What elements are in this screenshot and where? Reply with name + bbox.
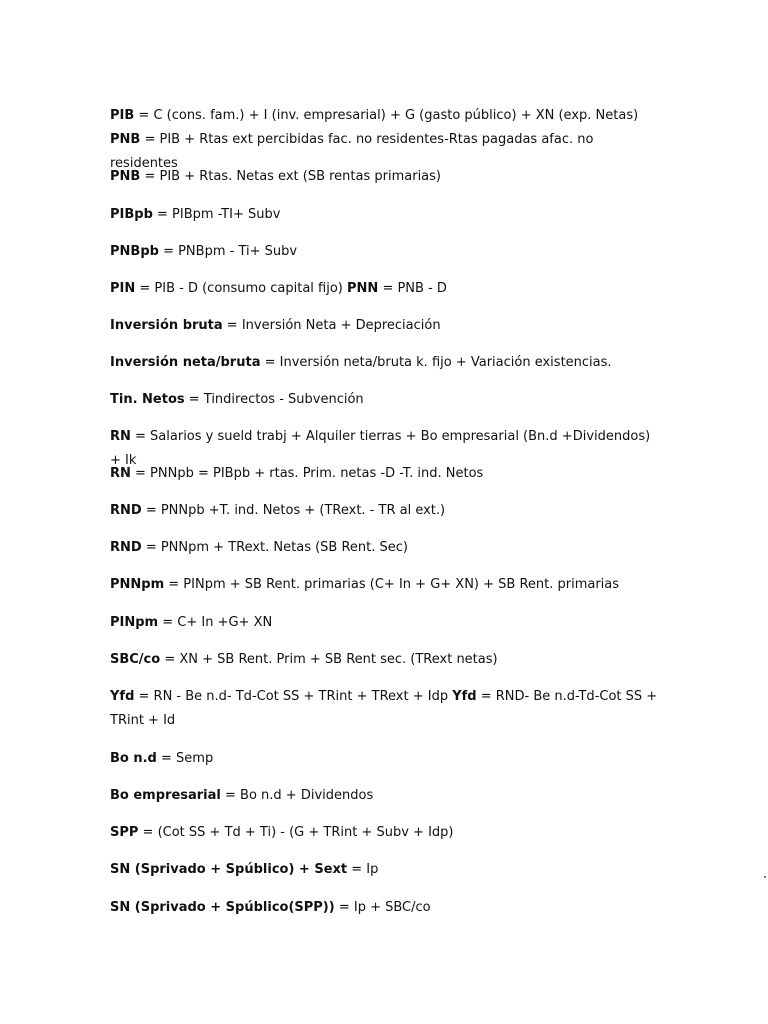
formula-pin-pnn: PIN = PIB - D (consumo capital fijo) PNN = PNB - D <box>110 281 447 296</box>
formula-pnb: PNB = PIB + Rtas. Netas ext (SB rentas primarias) <box>110 169 441 184</box>
formula-tin-netos: Tin. Netos = Tindirectos - Subvención <box>110 392 364 407</box>
formula-rnd-pnnpb: RND = PNNpb +T. ind. Netos + (TRext. - TR al ext.) <box>110 503 446 518</box>
formula-pib-pnb: PIB = C (cons. fam.) + I (inv. empresarial) + G (gasto público) + XN (exp. Netas) PNB = PIB + Rtas ext percibidas fac. no residentes-Rtas pagadas afac. no residentes <box>110 108 639 171</box>
formula-pnnpm: PNNpm = PINpm + SB Rent. primarias (C+ In + G+ XN) + SB Rent. primarias <box>110 577 620 592</box>
formula-sn-sext: SN (Sprivado + Spúblico) + Sext = Ip <box>110 862 379 877</box>
formula-inversion-bruta: Inversión bruta = Inversión Neta + Depreciación <box>110 318 441 333</box>
formula-sbc-co: SBC/co = XN + SB Rent. Prim + SB Rent sec. (TRext netas) <box>110 652 498 667</box>
formula-rn-pnnpb: RN = PNNpb = PIBpb + rtas. Prim. netas -D -T. ind. Netos <box>110 466 484 481</box>
formula-rnd-pnnpm: RND = PNNpm + TRext. Netas (SB Rent. Sec) <box>110 540 409 555</box>
formula-rn-salarios: RN = Salarios y sueld trabj + Alquiler tierras + Bo empresarial (Bn.d +Dividendos) + Ik <box>110 429 651 468</box>
formula-pnbpb: PNBpb = PNBpm - Ti+ Subv <box>110 244 298 259</box>
formula-bo-nd: Bo n.d = Semp <box>110 751 214 766</box>
formula-inversion-neta-bruta: Inversión neta/bruta = Inversión neta/bruta k. fijo + Variación existencias. <box>110 355 612 370</box>
formula-yfd: Yfd = RN - Be n.d- Td-Cot SS + TRint + TRext + Idp Yfd = RND- Be n.d-Td-Cot SS + TRint + Id <box>110 689 658 728</box>
formula-sn-spp: SN (Sprivado + Spúblico(SPP)) = Ip + SBC/co <box>110 900 431 915</box>
formula-bo-empresarial: Bo empresarial = Bo n.d + Dividendos <box>110 788 374 803</box>
formula-pinpm: PINpm = C+ In +G+ XN <box>110 615 273 630</box>
formula-spp: SPP = (Cot SS + Td + Ti) - (G + TRint + Subv + Idp) <box>110 825 454 840</box>
stray-dot-mark <box>764 876 766 878</box>
formula-pibpb: PIBpb = PIBpm -TI+ Subv <box>110 207 281 222</box>
